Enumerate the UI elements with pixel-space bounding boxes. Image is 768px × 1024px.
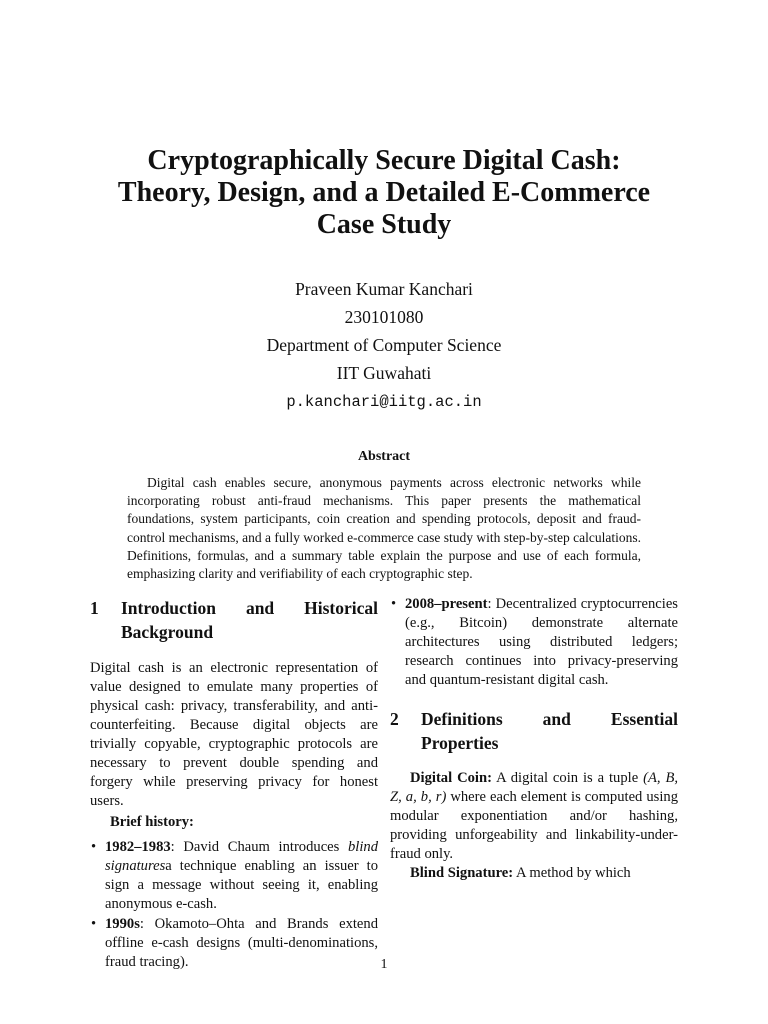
definition-term: Blind Signature: bbox=[410, 865, 514, 881]
section-2-title: Definitions and Essential Properties bbox=[421, 709, 678, 753]
abstract-body: Digital cash enables secure, anonymous payments across electronic networks while incorporating robust anti-fraud mechanisms. This paper presents the mathematical foundations, system participants, coin creation and spending protocols, deposit and fraud-control mechanisms, and a fully worked e-commerce case study with step-by-step calculations. Definitions, formulas, and a summary table explain the purpose and use of each formula, emphasizing clarity and verifiability of each cryptographic step. bbox=[127, 475, 641, 582]
history-list-continued bbox=[390, 595, 678, 690]
history-emphasis: blind signatures bbox=[105, 839, 378, 874]
history-text: : Okamoto–Ohta and Brands extend offline e-cash designs (multi-denominations, fraud tracing). bbox=[105, 916, 378, 970]
section-1-paragraph: Digital cash is an electronic representation of value designed to emulate many properties of physical cash: privacy, transferability, and anti-counterfeiting. Because digital objects are trivially copyable, cryptographic protocols are necessary to prevent double spending and forgery while preserving privacy for honest users. bbox=[90, 660, 378, 809]
digital-coin-definition bbox=[390, 769, 678, 864]
title-line: Theory, Design, and a Detailed E-Commerce bbox=[117, 177, 651, 208]
history-term: 2008–present bbox=[405, 596, 488, 612]
author-id: 230101080 bbox=[344, 307, 424, 327]
author-institute: IIT Guwahati bbox=[336, 363, 432, 383]
history-item bbox=[390, 595, 678, 690]
definition-term: Digital Coin: bbox=[410, 770, 492, 786]
definition-text: where each element is computed using modular exponentiation and/or hashing, providing unforgeability and linkability-under-fraud only. bbox=[390, 789, 679, 862]
abstract-heading: Abstract bbox=[357, 449, 411, 464]
author-department: Department of Computer Science bbox=[266, 335, 502, 355]
left-column bbox=[90, 596, 378, 972]
brief-history-label: Brief history: bbox=[110, 814, 194, 830]
section-1-title: Introduction and Historical Background bbox=[121, 598, 378, 642]
bullet-icon: • bbox=[91, 839, 97, 855]
history-list bbox=[90, 838, 378, 972]
blind-signature-definition bbox=[390, 864, 678, 883]
paper-title bbox=[60, 145, 708, 241]
definition-text: A digital coin is a tuple bbox=[491, 770, 644, 786]
history-item bbox=[90, 838, 378, 914]
history-text: a technique enabling an issuer to sign a message without seeing it, enabling anonymous e-cash. bbox=[105, 858, 378, 912]
bullet-icon: • bbox=[391, 596, 397, 612]
title-line: Cryptographically Secure Digital Cash: bbox=[147, 145, 621, 176]
history-term: 1982–1983 bbox=[105, 839, 171, 855]
definition-text: A method by which bbox=[513, 865, 631, 881]
author-email[interactable]: p.kanchari@iitg.ac.in bbox=[286, 393, 482, 411]
history-term: 1990s bbox=[105, 916, 140, 932]
bullet-icon: • bbox=[91, 916, 97, 932]
history-text: : David Chaum introduces bbox=[170, 839, 348, 855]
right-column bbox=[390, 596, 678, 883]
section-2-heading bbox=[390, 707, 678, 755]
history-text: : Decentralized cryptocurrencies (e.g., Bitcoin) demonstrate alternate architectures using distributed ledgers; research continues into privacy-preserving and quantum-resistant digital cash. bbox=[405, 596, 678, 688]
author-name: Praveen Kumar Kanchari bbox=[295, 279, 473, 299]
title-line: Case Study bbox=[316, 209, 452, 240]
coin-tuple: (A, B, Z, a, b, r) bbox=[390, 770, 679, 805]
section-1-number: 1 bbox=[90, 598, 99, 618]
page-number: 1 bbox=[380, 957, 388, 972]
section-2-number: 2 bbox=[390, 709, 399, 729]
section-1-heading bbox=[90, 596, 378, 644]
